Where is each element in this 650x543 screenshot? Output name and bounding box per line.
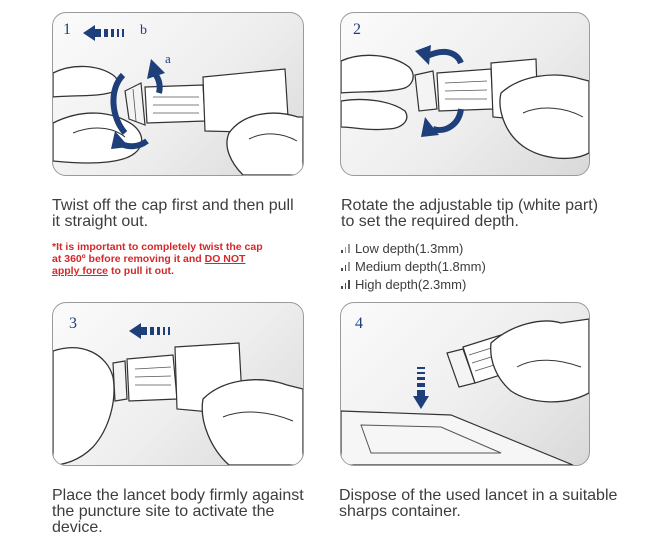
depth-option-medium	[341, 259, 486, 275]
caption-line: Rotate the adjustable tip (white part)	[341, 197, 599, 214]
step-number: 3	[69, 315, 77, 332]
depth-level-icon	[341, 243, 353, 253]
warning-text: at 360º before removing it and	[52, 253, 205, 265]
warning-emphasis: apply force	[52, 265, 109, 277]
depth-label: Medium depth(1.8mm)	[355, 259, 486, 274]
caption-line: Dispose of the used lancet in a suitable	[339, 487, 618, 504]
label-a: a	[165, 51, 171, 66]
warning-text: to pull it out.	[108, 265, 174, 277]
panel-step-1	[52, 12, 304, 176]
caption-line: device.	[52, 519, 103, 536]
depth-label: Low depth(1.3mm)	[355, 241, 464, 256]
caption-line: sharps container.	[339, 503, 461, 520]
caption-line: to set the required depth.	[341, 213, 519, 230]
panel-step-2	[340, 12, 590, 176]
caption-line: Place the lancet body firmly against	[52, 487, 304, 504]
panel-step-3	[52, 302, 304, 466]
step-number: 1	[63, 21, 71, 38]
caption-line: the puncture site to activate the	[52, 503, 275, 520]
step-4-caption	[339, 488, 617, 520]
step-2-caption	[341, 198, 598, 230]
warning-line: *It is important to completely twist the cap	[52, 241, 263, 253]
label-b: b	[140, 23, 147, 38]
dispose-lancet-illustration	[341, 303, 589, 465]
caption-line: it straight out.	[52, 213, 149, 230]
step-3-caption	[52, 488, 304, 536]
warning-emphasis: DO NOT	[204, 253, 246, 265]
step-1-caption	[52, 198, 294, 230]
panel-step-4	[340, 302, 590, 466]
depth-label: High depth(2.3mm)	[355, 277, 467, 292]
press-lancet-illustration	[53, 303, 303, 465]
warning-note	[52, 241, 263, 277]
rotate-tip-illustration	[341, 13, 589, 175]
depth-level-icon	[341, 279, 353, 289]
depth-option-high	[341, 277, 466, 293]
step-number: 4	[355, 315, 363, 332]
depth-level-icon	[341, 261, 353, 271]
step-number: 2	[353, 21, 361, 38]
caption-line: Twist off the cap first and then pull	[52, 197, 294, 214]
twist-cap-illustration	[53, 13, 303, 175]
depth-option-low	[341, 241, 463, 257]
